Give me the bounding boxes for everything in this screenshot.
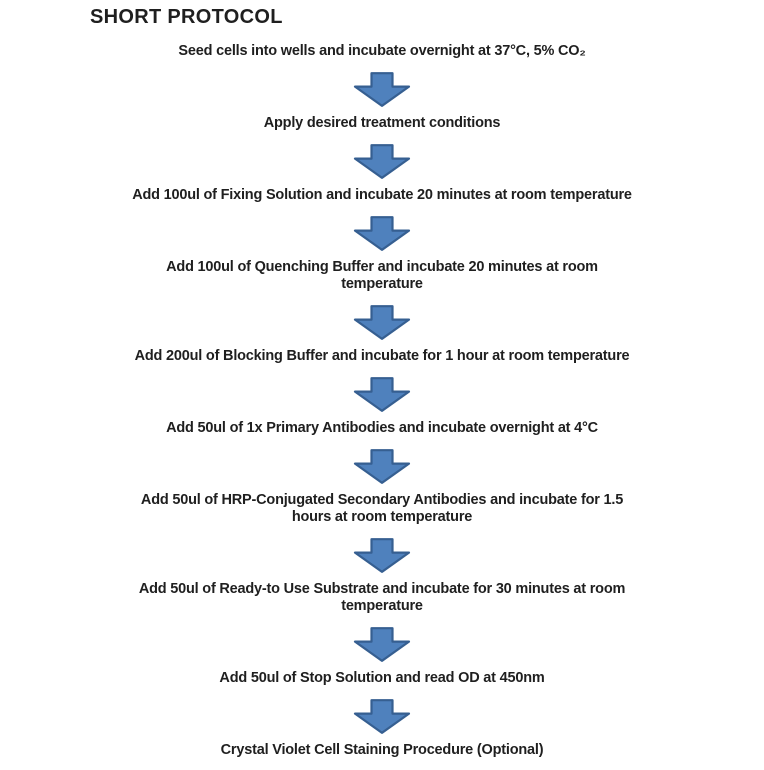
down-arrow-icon xyxy=(353,627,411,662)
down-arrow-icon xyxy=(353,216,411,251)
step-treatment xyxy=(264,115,501,132)
down-arrow-icon xyxy=(353,305,411,340)
step-text: Seed cells into wells and incubate overnight at 37°C, 5% CO₂ xyxy=(178,43,586,59)
step-substrate xyxy=(139,581,625,615)
step-text: Apply desired treatment conditions xyxy=(263,115,501,131)
step-seed-cells xyxy=(178,43,585,60)
step-text: Add 200ul of Blocking Buffer and incubate for 1 hour at room temperature xyxy=(134,348,630,364)
step-text: Add 50ul of HRP-Conjugated Secondary Antibodies and incubate for 1.5 xyxy=(140,492,624,508)
step-text: Add 50ul of Stop Solution and read OD at 450nm xyxy=(219,670,545,686)
page-title: SHORT PROTOCOL xyxy=(90,6,283,28)
step-secondary-antibodies xyxy=(141,492,623,526)
step-primary-antibodies xyxy=(166,420,598,437)
step-text: Add 100ul of Quenching Buffer and incubate 20 minutes at room xyxy=(166,259,598,275)
step-fixing xyxy=(132,187,632,204)
step-quenching xyxy=(166,259,598,293)
protocol-flowchart xyxy=(0,43,764,759)
down-arrow-icon xyxy=(353,449,411,484)
step-text: Crystal Violet Cell Staining Procedure (Optional) xyxy=(220,742,544,758)
down-arrow-icon xyxy=(353,72,411,107)
step-text: Add 50ul of Ready-to Use Substrate and incubate for 30 minutes at room xyxy=(138,581,626,597)
step-text: Add 50ul of 1x Primary Antibodies and incubate overnight at 4°C xyxy=(166,420,598,436)
step-stop-solution xyxy=(219,670,544,687)
down-arrow-icon xyxy=(353,538,411,573)
down-arrow-icon xyxy=(353,144,411,179)
down-arrow-icon xyxy=(353,377,411,412)
step-text: temperature xyxy=(341,598,423,614)
step-text: temperature xyxy=(341,276,423,292)
step-text: Add 100ul of Fixing Solution and incubate 20 minutes at room temperature xyxy=(132,187,632,203)
step-blocking xyxy=(135,348,630,365)
step-text: hours at room temperature xyxy=(291,509,473,525)
down-arrow-icon xyxy=(353,699,411,734)
step-crystal-violet xyxy=(221,742,544,759)
